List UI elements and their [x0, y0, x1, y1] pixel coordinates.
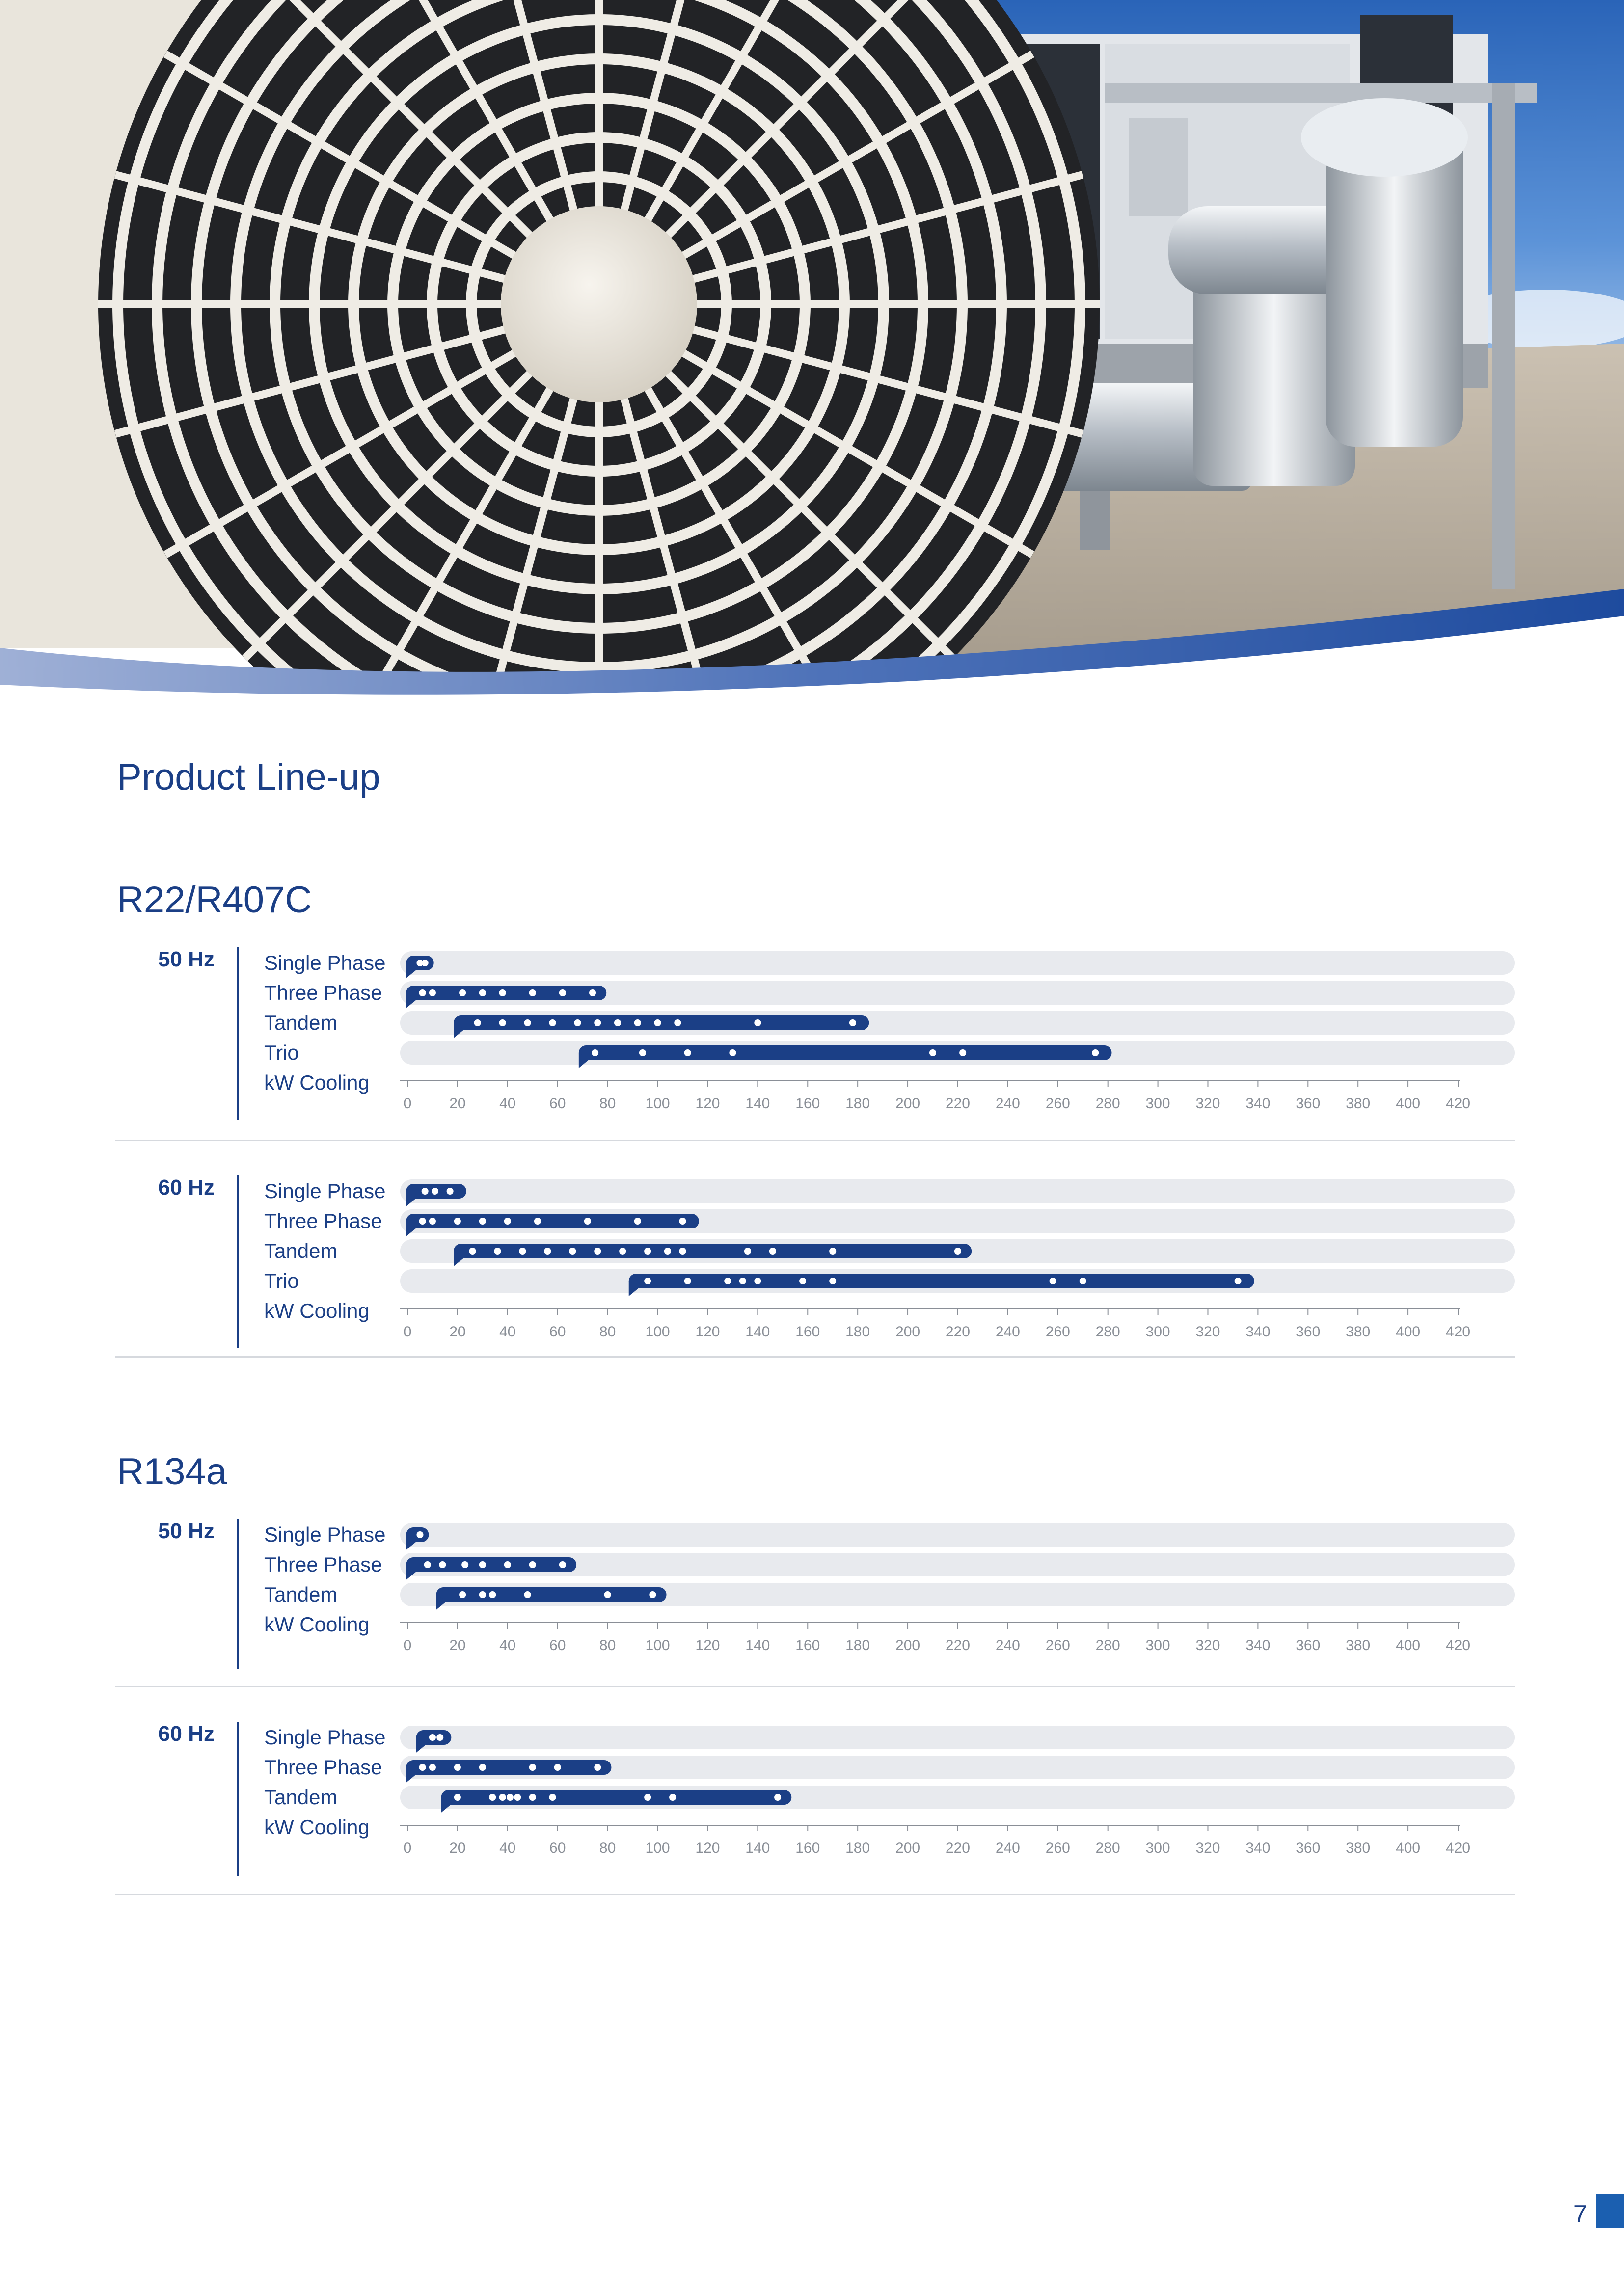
- model-dot: [592, 1049, 598, 1056]
- model-dot: [684, 1049, 691, 1056]
- chart-r134a-60hz: [0, 1722, 1624, 1898]
- x-tick-label: 200: [895, 1637, 920, 1654]
- model-dot: [614, 1019, 621, 1026]
- x-tick-label: 380: [1346, 1637, 1371, 1654]
- model-dot: [669, 1794, 676, 1801]
- model-dot: [519, 1248, 526, 1255]
- row-label-tandem: Tandem: [264, 1786, 338, 1809]
- x-tick-label: 320: [1195, 1637, 1220, 1654]
- section-divider: [115, 1140, 1515, 1141]
- model-dot: [549, 1019, 556, 1026]
- x-tick-label: 240: [995, 1840, 1020, 1856]
- x-tick-label: 360: [1296, 1637, 1321, 1654]
- x-tick-label: 100: [645, 1637, 670, 1654]
- model-dot: [507, 1794, 514, 1801]
- x-tick-label: 180: [845, 1095, 870, 1112]
- x-tick-label: 380: [1346, 1840, 1371, 1856]
- page-number: 7: [1573, 2200, 1587, 2228]
- model-dot: [514, 1794, 521, 1801]
- model-dot: [594, 1764, 601, 1771]
- model-dot: [489, 1591, 496, 1598]
- page-title: Product Line-up: [117, 756, 380, 798]
- x-tick-label: 120: [695, 1324, 720, 1340]
- x-tick-label: 40: [499, 1095, 516, 1112]
- refrigerant-heading-r22-r407c: R22/R407C: [117, 879, 312, 921]
- model-dot: [419, 1218, 426, 1225]
- x-tick-label: 320: [1195, 1095, 1220, 1112]
- row-label-single-phase: Single Phase: [264, 1179, 386, 1202]
- model-dot: [439, 1561, 446, 1568]
- row-label-tandem: Tandem: [264, 1239, 338, 1262]
- row-label-single-phase: Single Phase: [264, 1726, 386, 1749]
- x-tick-label: 260: [1045, 1324, 1070, 1340]
- x-tick-label: 280: [1095, 1095, 1120, 1112]
- model-dot: [799, 1278, 806, 1284]
- x-tick-label: 260: [1045, 1095, 1070, 1112]
- model-dot: [959, 1049, 966, 1056]
- x-tick-label: 280: [1095, 1840, 1120, 1856]
- hero-photo: [0, 0, 1624, 697]
- model-dot: [544, 1248, 551, 1255]
- range-bar: [579, 1045, 1112, 1060]
- range-bar: [436, 1587, 666, 1602]
- x-tick-label: 0: [403, 1324, 412, 1340]
- row-label-single-phase: Single Phase: [264, 951, 386, 974]
- model-dot: [634, 1218, 641, 1225]
- model-dot: [499, 989, 506, 996]
- x-tick-label: 400: [1396, 1095, 1421, 1112]
- model-dot: [589, 989, 596, 996]
- row-label-three-phase: Three Phase: [264, 1756, 382, 1779]
- model-dot: [534, 1218, 541, 1225]
- model-dot: [429, 1734, 436, 1741]
- model-dot: [644, 1794, 651, 1801]
- model-dot: [479, 989, 486, 996]
- x-tick-label: 140: [745, 1095, 770, 1112]
- row-label-tandem: Tandem: [264, 1011, 338, 1034]
- axis-label-kw-cooling: kW Cooling: [264, 1299, 370, 1322]
- model-dot: [744, 1248, 751, 1255]
- model-dot: [1092, 1049, 1099, 1056]
- model-dot: [422, 1188, 429, 1195]
- axis-label-kw-cooling: kW Cooling: [264, 1071, 370, 1094]
- model-dot: [504, 1218, 511, 1225]
- x-tick-label: 340: [1245, 1324, 1271, 1340]
- model-dot: [679, 1218, 686, 1225]
- model-dot: [494, 1248, 501, 1255]
- model-dot: [1080, 1278, 1086, 1284]
- x-tick-label: 380: [1346, 1095, 1371, 1112]
- model-dot: [529, 989, 536, 996]
- x-tick-label: 80: [599, 1840, 616, 1856]
- range-bar: [454, 1015, 869, 1030]
- model-dot: [419, 1764, 426, 1771]
- model-dot: [432, 1188, 438, 1195]
- model-dot: [479, 1218, 486, 1225]
- x-tick-label: 60: [549, 1840, 566, 1856]
- model-dot: [419, 989, 426, 996]
- chart-r22-60hz: [0, 1175, 1624, 1362]
- model-dot: [829, 1278, 836, 1284]
- model-dot: [829, 1248, 836, 1255]
- x-tick-label: 280: [1095, 1637, 1120, 1654]
- x-tick-label: 360: [1296, 1840, 1321, 1856]
- x-tick-label: 260: [1045, 1637, 1070, 1654]
- x-tick-label: 140: [745, 1840, 770, 1856]
- x-tick-label: 60: [549, 1637, 566, 1654]
- model-dot: [489, 1794, 496, 1801]
- x-tick-label: 40: [499, 1324, 516, 1340]
- model-dot: [416, 1531, 423, 1538]
- range-bar: [406, 1214, 699, 1228]
- model-dot: [739, 1278, 746, 1284]
- section-divider: [115, 1686, 1515, 1687]
- model-dot: [529, 1561, 536, 1568]
- row-label-three-phase: Three Phase: [264, 1209, 382, 1232]
- x-tick-label: 0: [403, 1095, 412, 1112]
- model-dot: [459, 989, 466, 996]
- x-tick-label: 100: [645, 1840, 670, 1856]
- x-tick-label: 360: [1296, 1324, 1321, 1340]
- model-dot: [529, 1794, 536, 1801]
- model-dot: [754, 1019, 761, 1026]
- model-dot: [454, 1218, 461, 1225]
- x-tick-label: 40: [499, 1637, 516, 1654]
- x-tick-label: 200: [895, 1095, 920, 1112]
- x-tick-label: 260: [1045, 1840, 1070, 1856]
- x-tick-label: 300: [1145, 1095, 1170, 1112]
- model-dot: [499, 1794, 506, 1801]
- x-tick-label: 340: [1245, 1637, 1271, 1654]
- model-dot: [639, 1049, 646, 1056]
- frequency-label: 50 Hz: [158, 1519, 215, 1543]
- range-track: [400, 1179, 1515, 1203]
- x-tick-label: 40: [499, 1840, 516, 1856]
- model-dot: [436, 1734, 443, 1741]
- x-tick-label: 400: [1396, 1637, 1421, 1654]
- x-tick-label: 60: [549, 1324, 566, 1340]
- x-tick-label: 240: [995, 1637, 1020, 1654]
- model-dot: [559, 1561, 566, 1568]
- range-track: [400, 1523, 1515, 1547]
- model-dot: [524, 1019, 531, 1026]
- x-tick-label: 80: [599, 1324, 616, 1340]
- model-dot: [754, 1278, 761, 1284]
- model-dot: [729, 1049, 736, 1056]
- model-dot: [634, 1019, 641, 1026]
- refrigerant-heading-r134a: R134a: [117, 1451, 227, 1493]
- model-dot: [849, 1019, 856, 1026]
- model-dot: [679, 1248, 686, 1255]
- axis-label-kw-cooling: kW Cooling: [264, 1613, 370, 1636]
- model-dot: [479, 1591, 486, 1598]
- x-tick-label: 160: [795, 1637, 820, 1654]
- model-dot: [549, 1794, 556, 1801]
- model-dot: [929, 1049, 936, 1056]
- range-track: [400, 951, 1515, 975]
- model-dot: [559, 989, 566, 996]
- model-dot: [1050, 1278, 1056, 1284]
- model-dot: [569, 1248, 576, 1255]
- range-chart: [0, 1519, 1624, 1696]
- axis-label-kw-cooling: kW Cooling: [264, 1815, 370, 1839]
- model-dot: [479, 1561, 486, 1568]
- model-dot: [774, 1794, 781, 1801]
- model-dot: [664, 1248, 671, 1255]
- range-chart: [0, 1722, 1624, 1898]
- row-label-trio: Trio: [264, 1269, 299, 1292]
- frequency-label: 60 Hz: [158, 1722, 215, 1746]
- model-dot: [619, 1248, 626, 1255]
- x-tick-label: 140: [745, 1324, 770, 1340]
- row-label-trio: Trio: [264, 1041, 299, 1064]
- x-tick-label: 100: [645, 1324, 670, 1340]
- model-dot: [454, 1764, 461, 1771]
- x-tick-label: 320: [1195, 1324, 1220, 1340]
- x-tick-label: 100: [645, 1095, 670, 1112]
- model-dot: [429, 1218, 436, 1225]
- row-label-tandem: Tandem: [264, 1583, 338, 1606]
- x-tick-label: 120: [695, 1095, 720, 1112]
- model-dot: [429, 1764, 436, 1771]
- x-tick-label: 20: [449, 1840, 466, 1856]
- model-dot: [461, 1561, 468, 1568]
- x-tick-label: 420: [1445, 1840, 1471, 1856]
- x-tick-label: 180: [845, 1637, 870, 1654]
- x-tick-label: 60: [549, 1095, 566, 1112]
- x-tick-label: 280: [1095, 1324, 1120, 1340]
- range-chart: [0, 1175, 1624, 1362]
- x-tick-label: 320: [1195, 1840, 1220, 1856]
- x-tick-label: 80: [599, 1637, 616, 1654]
- model-dot: [724, 1278, 731, 1284]
- x-tick-label: 80: [599, 1095, 616, 1112]
- model-dot: [594, 1019, 601, 1026]
- x-tick-label: 400: [1396, 1324, 1421, 1340]
- x-tick-label: 160: [795, 1324, 820, 1340]
- x-tick-label: 0: [403, 1637, 412, 1654]
- row-label-single-phase: Single Phase: [264, 1523, 386, 1546]
- range-chart: [0, 947, 1624, 1153]
- chart-r134a-50hz: [0, 1519, 1624, 1696]
- x-tick-label: 340: [1245, 1840, 1271, 1856]
- model-dot: [654, 1019, 661, 1026]
- range-track: [400, 1726, 1515, 1749]
- frequency-label: 60 Hz: [158, 1175, 215, 1200]
- model-dot: [954, 1248, 961, 1255]
- x-tick-label: 300: [1145, 1324, 1170, 1340]
- model-dot: [447, 1188, 454, 1195]
- x-tick-label: 160: [795, 1840, 820, 1856]
- page-tab-marker: [1596, 2194, 1624, 2228]
- x-tick-label: 220: [945, 1840, 970, 1856]
- model-dot: [504, 1561, 511, 1568]
- x-tick-label: 200: [895, 1324, 920, 1340]
- range-bar: [454, 1244, 972, 1258]
- x-tick-label: 20: [449, 1095, 466, 1112]
- x-tick-label: 340: [1245, 1095, 1271, 1112]
- x-tick-label: 160: [795, 1095, 820, 1112]
- section-divider: [115, 1894, 1515, 1895]
- x-tick-label: 220: [945, 1637, 970, 1654]
- model-dot: [429, 989, 436, 996]
- model-dot: [459, 1591, 466, 1598]
- model-dot: [479, 1764, 486, 1771]
- range-bar: [406, 1760, 611, 1775]
- x-tick-label: 420: [1445, 1324, 1471, 1340]
- x-tick-label: 300: [1145, 1840, 1170, 1856]
- model-dot: [594, 1248, 601, 1255]
- model-dot: [574, 1019, 581, 1026]
- row-label-three-phase: Three Phase: [264, 1553, 382, 1576]
- model-dot: [422, 960, 429, 966]
- x-tick-label: 240: [995, 1095, 1020, 1112]
- x-tick-label: 180: [845, 1840, 870, 1856]
- model-dot: [644, 1278, 651, 1284]
- model-dot: [529, 1764, 536, 1771]
- frequency-label: 50 Hz: [158, 947, 215, 971]
- range-bar: [406, 1557, 576, 1572]
- x-tick-label: 240: [995, 1324, 1020, 1340]
- range-bar: [629, 1274, 1254, 1288]
- model-dot: [499, 1019, 506, 1026]
- x-tick-label: 180: [845, 1324, 870, 1340]
- model-dot: [424, 1561, 431, 1568]
- x-tick-label: 420: [1445, 1637, 1471, 1654]
- model-dot: [769, 1248, 776, 1255]
- model-dot: [554, 1764, 561, 1771]
- model-dot: [524, 1591, 531, 1598]
- x-tick-label: 120: [695, 1637, 720, 1654]
- row-label-three-phase: Three Phase: [264, 981, 382, 1004]
- x-tick-label: 220: [945, 1324, 970, 1340]
- x-tick-label: 380: [1346, 1324, 1371, 1340]
- model-dot: [584, 1218, 591, 1225]
- section-divider: [115, 1356, 1515, 1358]
- x-tick-label: 360: [1296, 1095, 1321, 1112]
- model-dot: [649, 1591, 656, 1598]
- x-tick-label: 200: [895, 1840, 920, 1856]
- model-dot: [474, 1019, 481, 1026]
- model-dot: [684, 1278, 691, 1284]
- x-tick-label: 400: [1396, 1840, 1421, 1856]
- model-dot: [469, 1248, 476, 1255]
- model-dot: [454, 1794, 461, 1801]
- x-tick-label: 20: [449, 1637, 466, 1654]
- x-tick-label: 140: [745, 1637, 770, 1654]
- x-tick-label: 300: [1145, 1637, 1170, 1654]
- x-tick-label: 420: [1445, 1095, 1471, 1112]
- x-tick-label: 120: [695, 1840, 720, 1856]
- x-tick-label: 220: [945, 1095, 970, 1112]
- x-tick-label: 0: [403, 1840, 412, 1856]
- chart-r22-50hz: [0, 947, 1624, 1153]
- range-bar: [406, 986, 606, 1000]
- x-tick-label: 20: [449, 1324, 466, 1340]
- model-dot: [604, 1591, 611, 1598]
- model-dot: [1235, 1278, 1242, 1284]
- model-dot: [644, 1248, 651, 1255]
- model-dot: [674, 1019, 681, 1026]
